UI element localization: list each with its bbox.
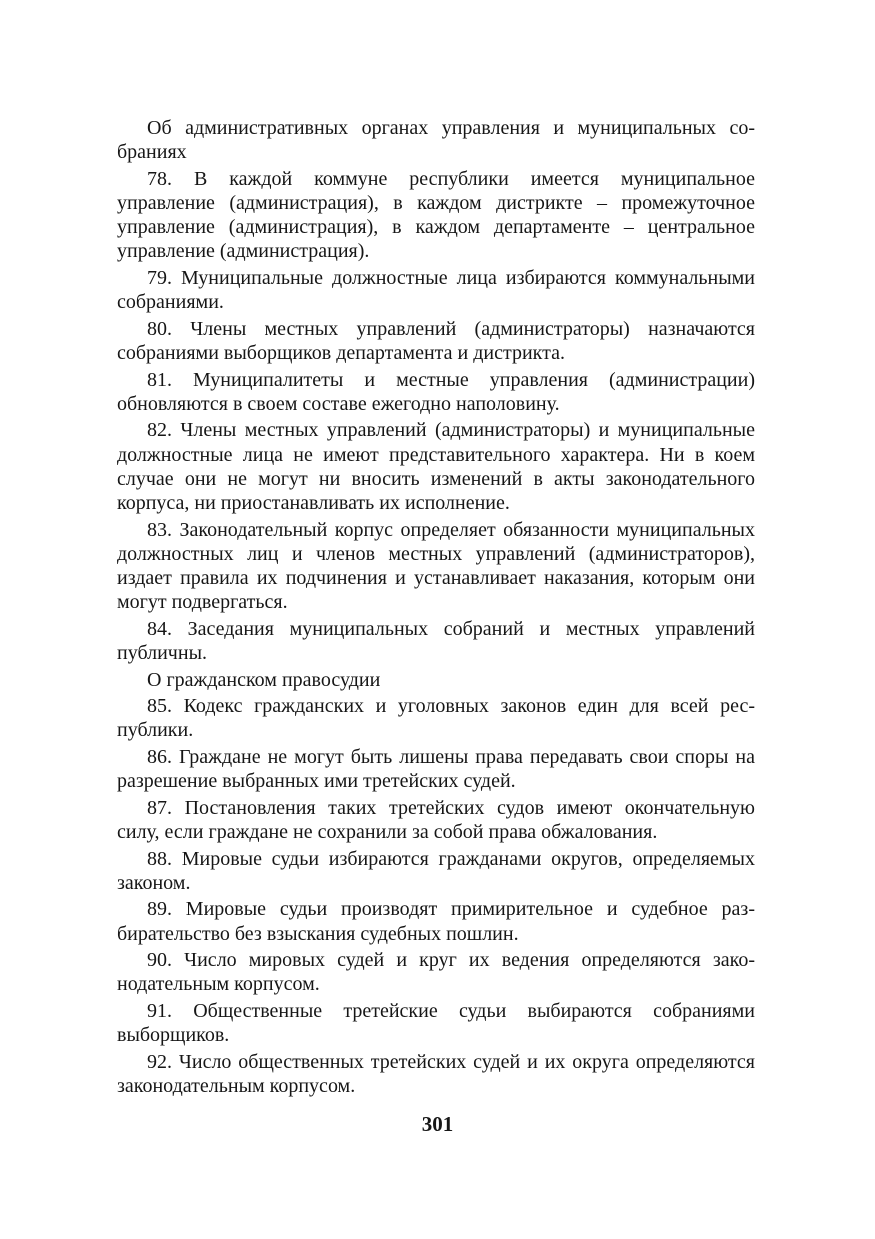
section-heading-civil-justice: О гражданском правосудии (147, 668, 381, 691)
article-79: 79. Муниципальные должностные лица избираются коммунальными собраниями. (117, 267, 755, 314)
article-85: 85. Кодекс гражданских и уголовных законов един для всей республики. (117, 695, 755, 742)
page-number: 301 (421, 1112, 454, 1136)
section-heading-administrative-organs: Об административных органах управления и муниципальных собраниях (117, 117, 755, 164)
article-87: 87. Постановления таких третейских судов имеют окончательную силу, если граждане не сохранили за собой права обжалования. (117, 796, 755, 843)
article-82: 82. Члены местных управлений (администраторы) и муниципальные должностные лица не имеют представительного характера. Ни в коем случае они не могут ни вносить изменений в акты законодательного корпуса, ни приостанавливать их исполнение. (117, 419, 755, 514)
article-83: 83. Законодательный корпус определяет обязанности муниципальных должностных лиц и членов местных управлений (администраторов), издает правила их подчинения и устанавливает наказания, которым они могут подвергаться. (117, 518, 755, 614)
article-86: 86. Граждане не могут быть лишены права передавать свои споры на разрешение выбранных ими третейских судей. (117, 745, 755, 793)
article-78: 78. В каждой коммуне республики имеется муниципальное управление (администрация), в каждом дистрикте – промежуточное управление (администрация), в каждом департаменте – центральное управление (администрация). (117, 167, 755, 263)
article-81: 81. Муниципалитеты и местные управления (администрации) обновляются в своем составе ежегодно наполовину. (117, 368, 755, 415)
article-80: 80. Члены местных управлений (администраторы) назначаются собраниями выборщиков департамента и дистрикта. (117, 317, 755, 364)
article-92: 92. Число общественных третейских судей и их округа определяются законодательным корпусом. (117, 1050, 755, 1097)
article-88: 88. Мировые судьи избираются гражданами округов, определяемых законом. (117, 847, 755, 894)
article-91: 91. Общественные третейские судьи выбираются собраниями выборщиков. (117, 999, 755, 1047)
page-text-block (117, 116, 755, 1101)
article-90: 90. Число мировых судей и круг их ведения определяются законодательным корпусом. (117, 949, 755, 996)
article-89: 89. Мировые судьи производят примирительное и судебное разбирательство без взыскания судебных пошлин. (117, 898, 755, 945)
article-84: 84. Заседания муниципальных собраний и местных управлений публичны. (117, 617, 755, 664)
